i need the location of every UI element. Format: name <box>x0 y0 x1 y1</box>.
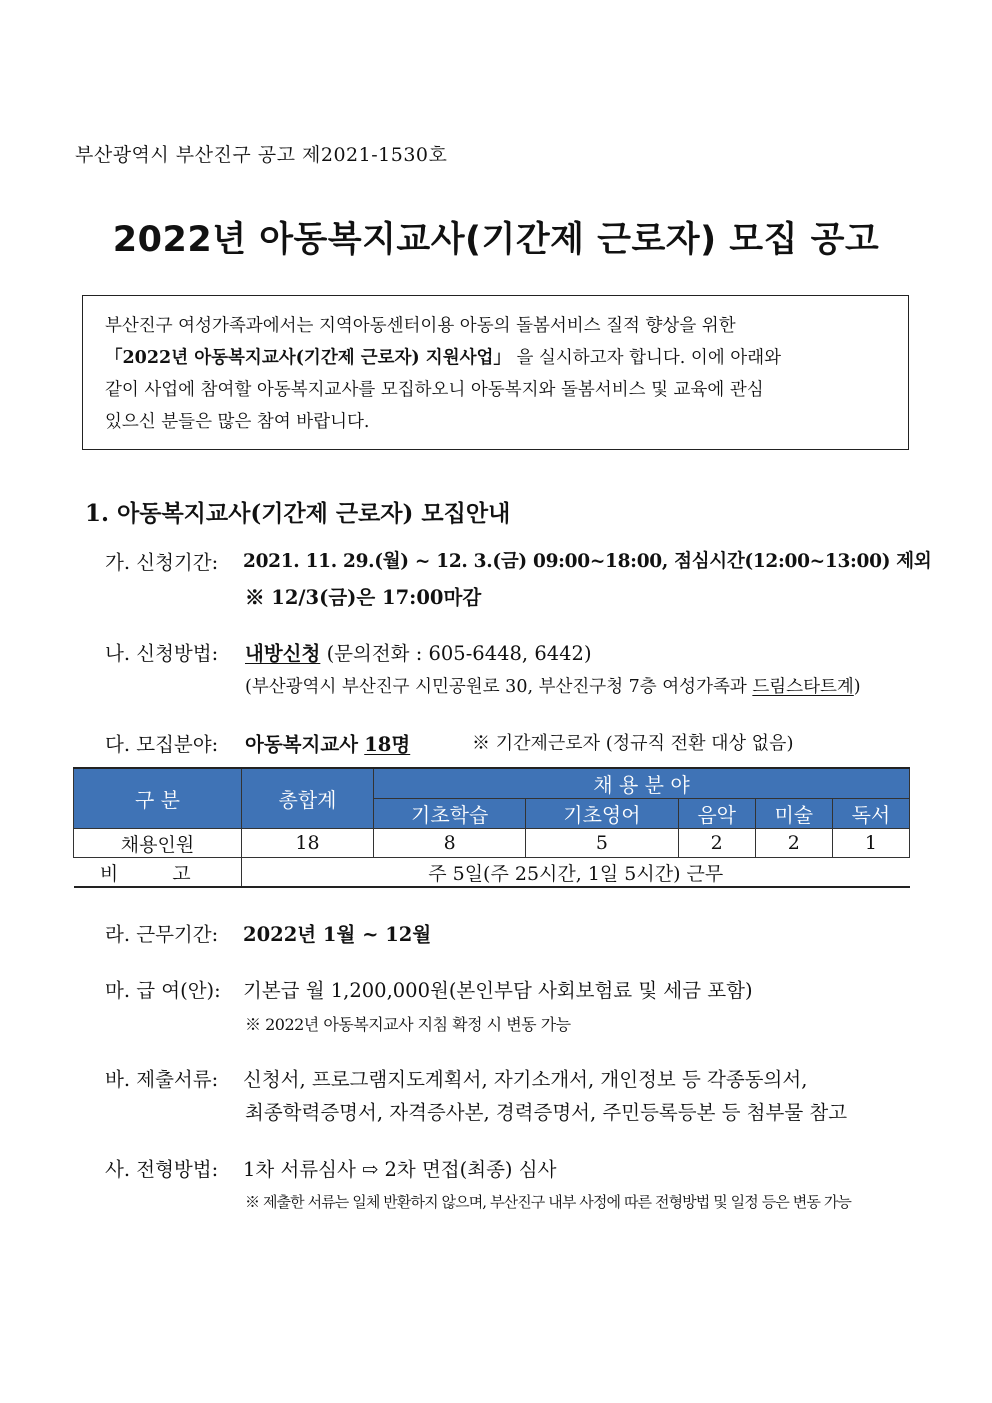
address-team: 드림스타트계 <box>752 677 854 697</box>
row-remarks-value: 주 5일(주 25시간, 1일 5시간) 근무 <box>242 858 910 888</box>
header-field-art: 미술 <box>755 799 832 829</box>
row-remarks-label: 비 고 <box>74 858 242 888</box>
notice-number: 부산광역시 부산진구 공고 제2021-1530호 <box>75 144 448 166</box>
selection-method-label: 사. 전형방법: <box>105 1158 219 1181</box>
headcount-art: 2 <box>755 829 832 858</box>
header-field-basic-study: 기초학습 <box>374 799 526 829</box>
application-method-value <box>245 638 592 666</box>
header-field-music: 음악 <box>678 799 755 829</box>
documents-line-1: 신청서, 프로그램지도계획서, 자기소개서, 개인정보 등 각종동의서, <box>243 1068 808 1091</box>
page-title: 2022년 아동복지교사(기간제 근로자) 모집 공고 <box>112 220 880 260</box>
salary-value: 기본급 월 1,200,000원(본인부담 사회보험료 및 세금 포함) <box>243 979 753 1002</box>
application-deadline-note: ※ 12/3(금)은 17:00마감 <box>245 586 482 609</box>
visit-application: 내방신청 <box>245 642 321 665</box>
documents-line-2: 최종학력증명서, 자격증사본, 경력증명서, 주민등록등본 등 첨부물 참고 <box>245 1101 848 1124</box>
address-prefix: (부산광역시 부산진구 시민공원로 30, 부산진구청 7층 여성가족과 <box>245 677 753 697</box>
recruit-field-note: ※ 기간제근로자 (정규직 전환 대상 없음) <box>472 733 794 754</box>
intro-line-1: 부산진구 여성가족과에서는 지역아동센터이용 아동의 돌봄서비스 질적 향상을 위한 <box>105 316 736 336</box>
recruit-field-value <box>245 729 410 757</box>
contact-phone: (문의전화 : 605-6448, 6442) <box>326 642 592 665</box>
intro-line-2 <box>105 342 886 374</box>
intro-line-3: 같이 사업에 참여할 아동복지교사를 모집하오니 아동복지와 돌봄서비스 및 교육에 관심 <box>105 380 764 400</box>
intro-line-4: 있으신 분들은 많은 참여 바랍니다. <box>105 412 370 432</box>
intro-box <box>82 295 909 450</box>
recruit-field-name: 아동복지교사 <box>245 733 359 756</box>
recruitment-table <box>73 767 910 888</box>
header-field-basic-english: 기초영어 <box>526 799 678 829</box>
header-fields-group: 채 용 분 야 <box>374 768 910 799</box>
selection-method-value: 1차 서류심사 ⇨ 2차 면접(최종) 심사 <box>243 1158 557 1181</box>
row-headcount-label: 채용인원 <box>74 829 242 858</box>
salary-note: ※ 2022년 아동복지교사 지침 확정 시 변동 가능 <box>245 1015 571 1034</box>
header-total: 총합계 <box>242 768 374 829</box>
headcount-music: 2 <box>678 829 755 858</box>
application-address <box>245 673 861 698</box>
application-period-label: 가. 신청기간: <box>105 551 219 574</box>
intro-line-2-rest: 을 실시하고자 합니다. 이에 아래와 <box>516 348 781 368</box>
headcount-basic-study: 8 <box>374 829 526 858</box>
selection-method-note: ※ 제출한 서류는 일체 반환하지 않으며, 부산진구 내부 사정에 따른 전형방법 및 일정 등은 변동 가능 <box>245 1193 852 1211</box>
application-method-label: 나. 신청방법: <box>105 642 219 665</box>
section-1-title: 1. 아동복지교사(기간제 근로자) 모집안내 <box>85 500 511 527</box>
documents-label: 바. 제출서류: <box>105 1068 219 1091</box>
salary-label: 마. 급 여(안): <box>105 979 221 1002</box>
headcount-reading: 1 <box>832 829 909 858</box>
recruit-count: 18명 <box>364 733 411 756</box>
header-category: 구 분 <box>74 768 242 829</box>
row-headcount-total: 18 <box>242 829 374 858</box>
address-suffix: ) <box>853 677 861 697</box>
application-period-value: 2021. 11. 29.(월) ~ 12. 3.(금) 09:00~18:00, 점심시간(12:00~13:00) 제외 <box>243 551 932 572</box>
work-period-value: 2022년 1월 ~ 12월 <box>243 923 432 946</box>
headcount-basic-english: 5 <box>526 829 678 858</box>
header-field-reading: 독서 <box>832 799 909 829</box>
work-period-label: 라. 근무기간: <box>105 923 219 946</box>
intro-program-name: 「2022년 아동복지교사(기간제 근로자) 지원사업」 <box>105 348 511 368</box>
recruit-field-label: 다. 모집분야: <box>105 733 219 756</box>
